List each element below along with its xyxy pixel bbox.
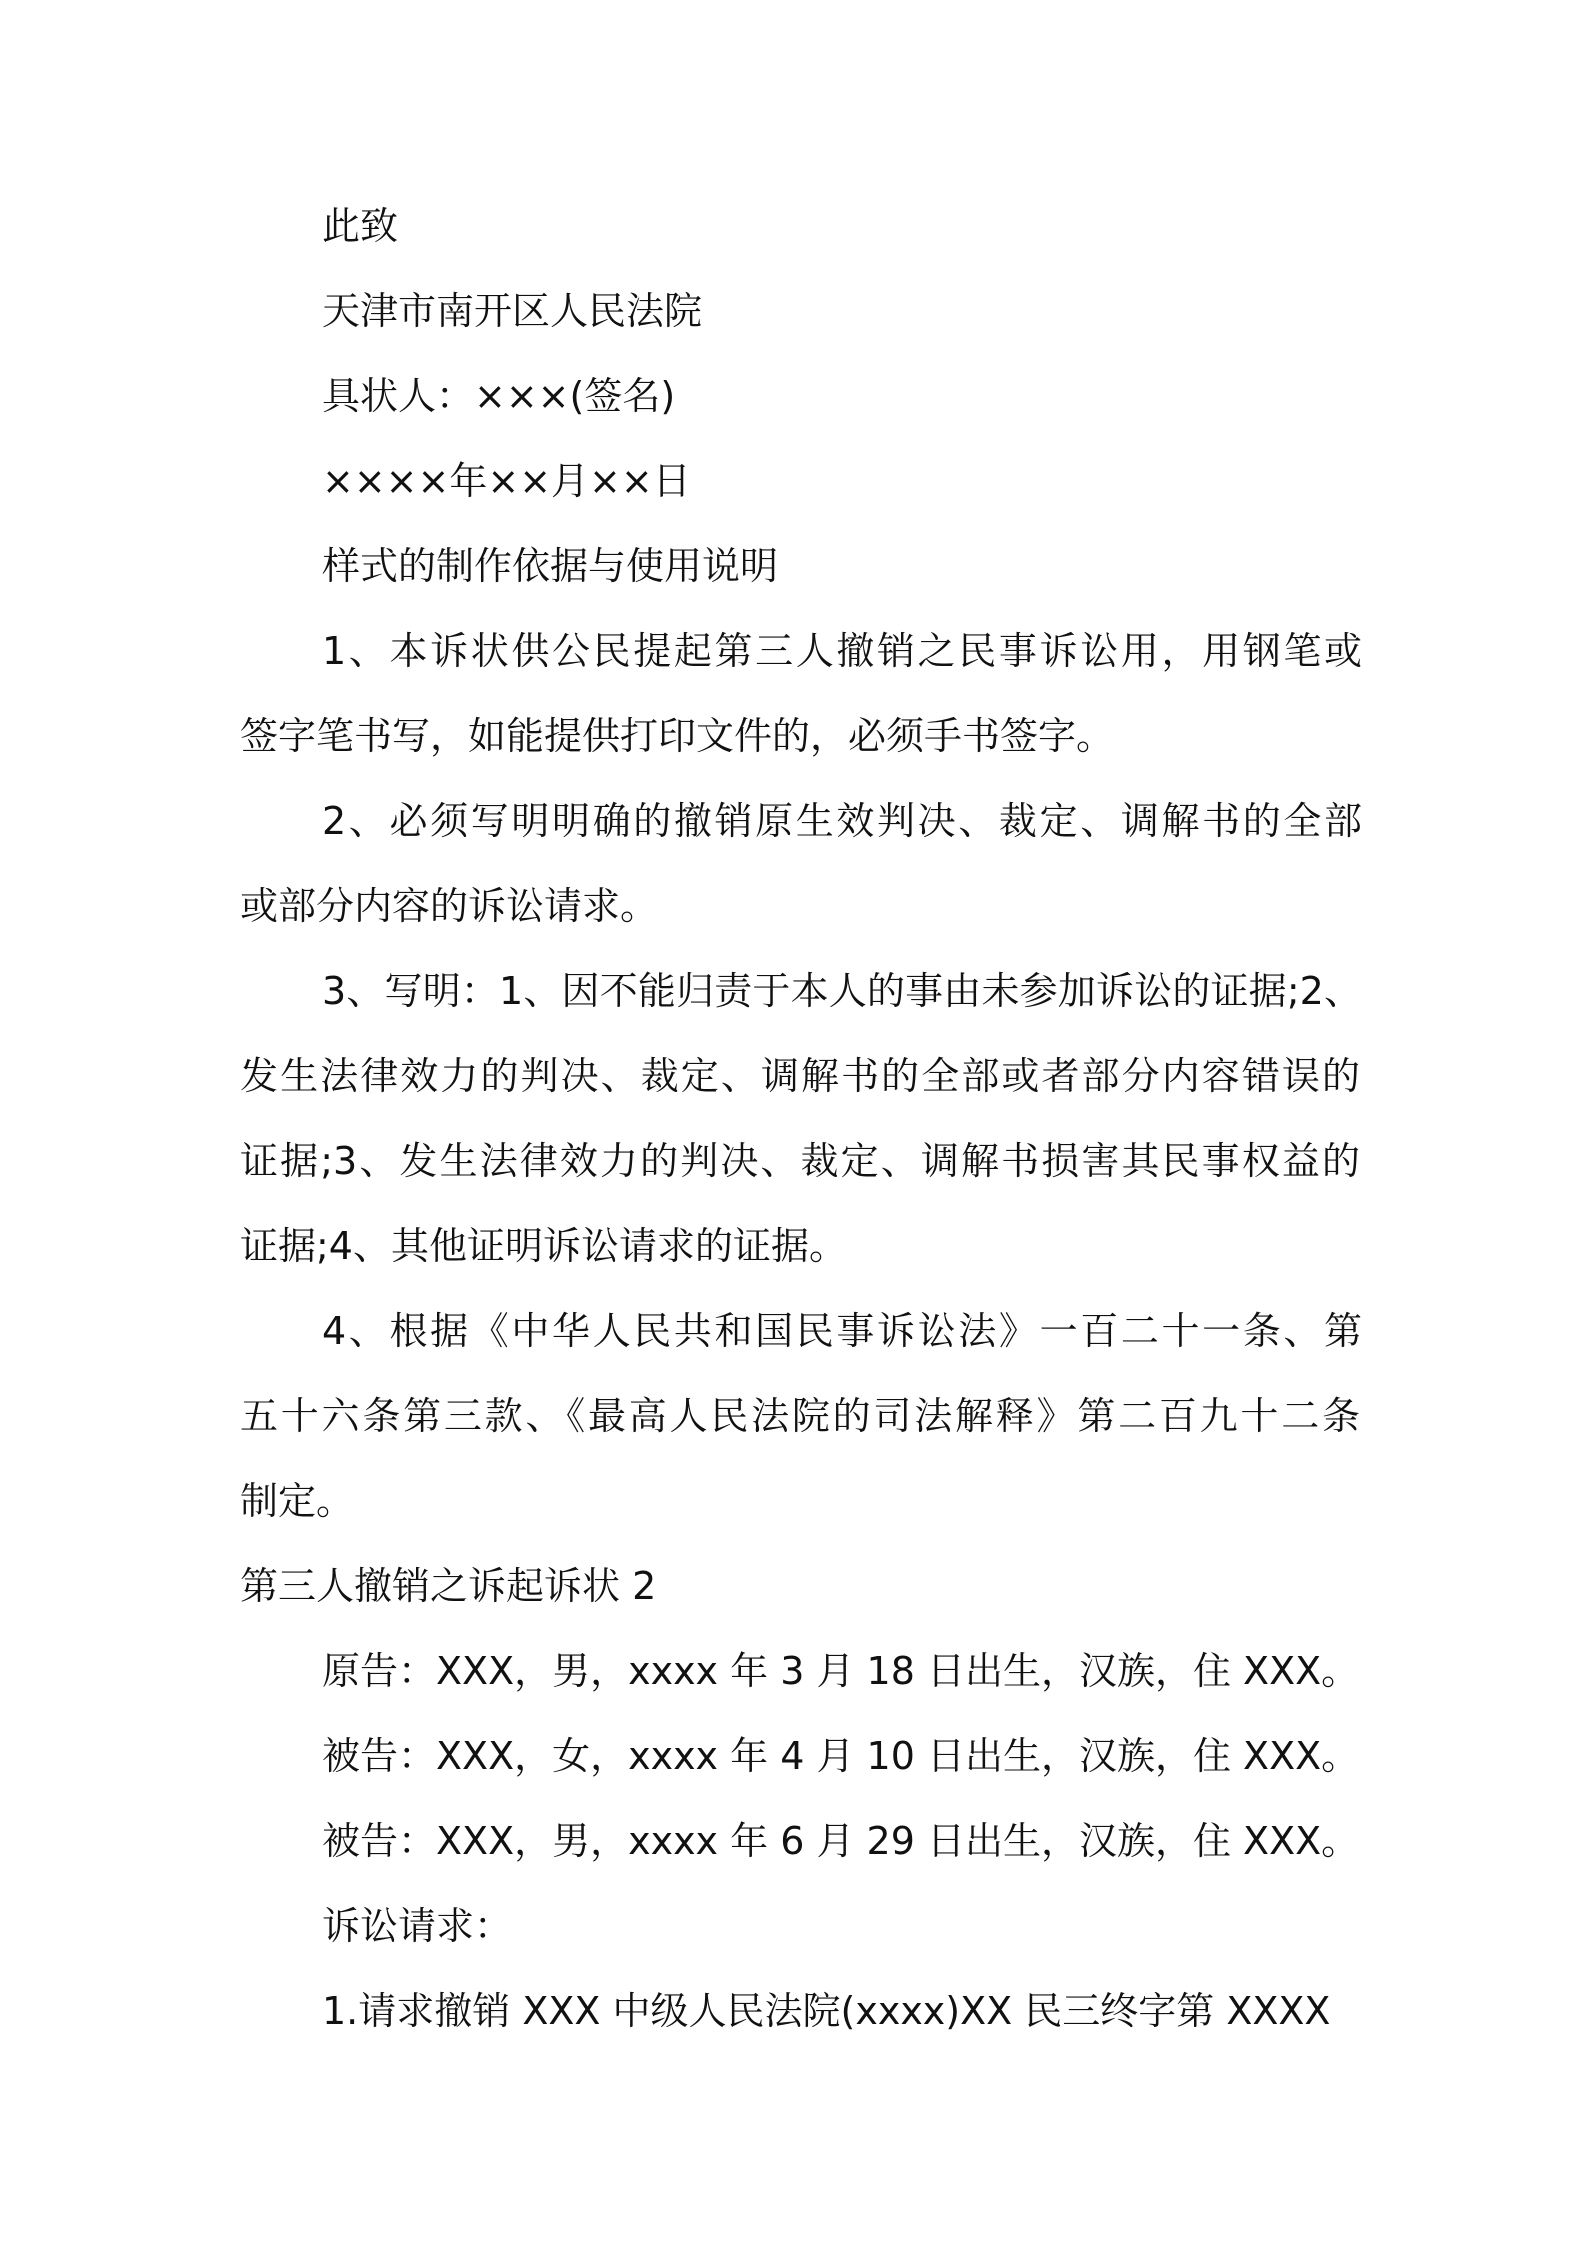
instructions-heading: 样式的制作依据与使用说明: [322, 544, 779, 588]
instruction-line: 1、本诉状供公民提起第三人撤销之民事诉讼用，用钢笔或: [322, 629, 1362, 673]
instruction-line: 发生法律效力的判决、裁定、调解书的全部或者部分内容错误的: [240, 1054, 1360, 1098]
date-line: ××××年××月××日: [322, 459, 691, 503]
instruction-line: 签字笔书写，如能提供打印文件的，必须手书签字。: [240, 714, 1115, 758]
claims-heading: 诉讼请求：: [322, 1904, 513, 1948]
instruction-line: 证据;4、其他证明诉讼请求的证据。: [240, 1224, 847, 1268]
party-line: 被告：XXX，女，xxxx 年 4 月 10 日出生，汉族，住 XXX。: [322, 1734, 1360, 1778]
party-line: 原告：XXX，男，xxxx 年 3 月 18 日出生，汉族，住 XXX。: [322, 1649, 1360, 1693]
instruction-line: 制定。: [240, 1479, 355, 1523]
section-title: 第三人撤销之诉起诉状 2: [240, 1564, 657, 1608]
signer-line: 具状人：×××(签名): [322, 374, 676, 418]
instruction-line: 证据;3、发生法律效力的判决、裁定、调解书损害其民事权益的: [240, 1139, 1360, 1183]
instruction-line: 3、写明：1、因不能归责于本人的事由未参加诉讼的证据;2、: [322, 969, 1362, 1013]
instruction-line: 或部分内容的诉讼请求。: [240, 884, 659, 928]
claim-line: 1.请求撤销 XXX 中级人民法院(xxxx)XX 民三终字第 XXXX: [322, 1989, 1331, 2033]
party-line: 被告：XXX，男，xxxx 年 6 月 29 日出生，汉族，住 XXX。: [322, 1819, 1360, 1863]
instruction-line: 2、必须写明明确的撤销原生效判决、裁定、调解书的全部: [322, 799, 1362, 843]
court-name: 天津市南开区人民法院: [322, 289, 703, 333]
salutation: 此致: [322, 204, 399, 248]
instruction-line: 五十六条第三款、《最高人民法院的司法解释》第二百九十二条: [240, 1394, 1360, 1438]
instruction-line: 4、根据《中华人民共和国民事诉讼法》一百二十一条、第: [322, 1309, 1362, 1353]
